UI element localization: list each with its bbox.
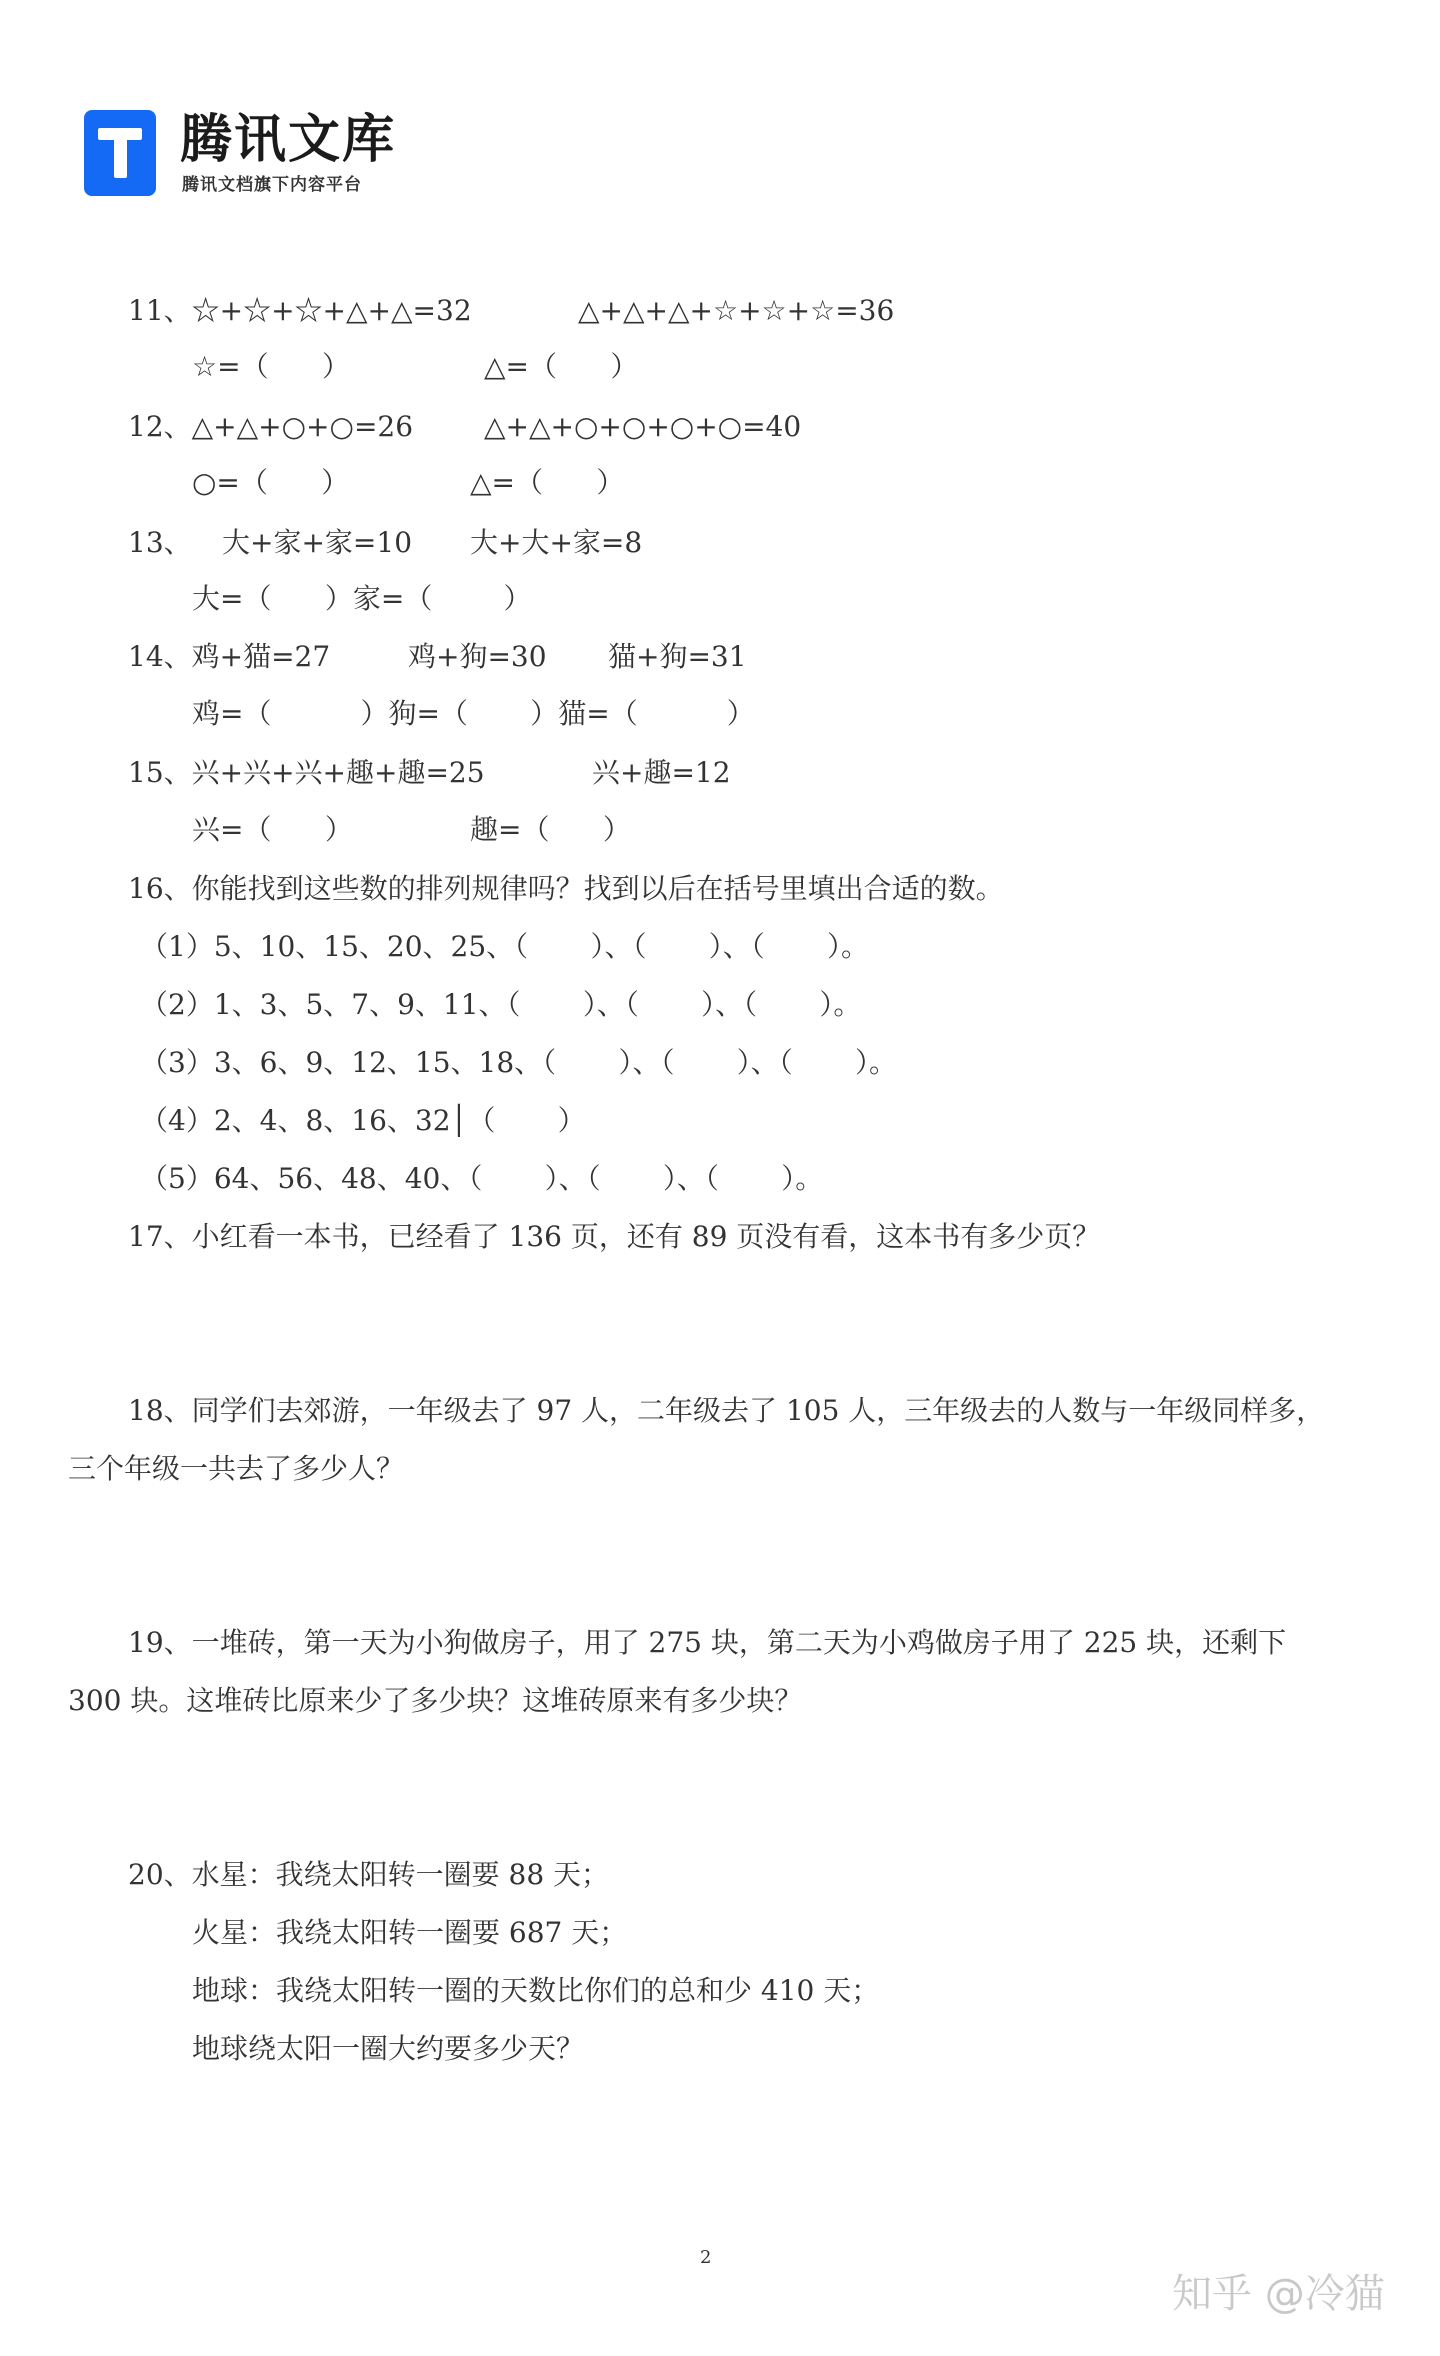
- q15-equation-1: 15、兴+兴+兴+趣+趣=25: [128, 756, 485, 789]
- q18-text-line-2: 三个年级一共去了多少人？: [68, 1452, 405, 1485]
- q17-text: 17、小红看一本书，已经看了 136 页，还有 89 页没有看，这本书有多少页？: [128, 1220, 1101, 1253]
- q13-equation-2: 大+大+家=8: [470, 526, 643, 559]
- q15-equation-2: 兴+趣=12: [592, 756, 731, 789]
- q12-answer-triangle: △=（ ）: [470, 466, 625, 499]
- logo-title: 腾讯文库: [180, 110, 397, 170]
- q16-sequence-2: （2）1、3、5、7、9、11、（ ）、（ ）、（ ）。: [140, 988, 862, 1021]
- q15-answer-qu: 趣=（ ）: [470, 813, 631, 846]
- q20-mars: 火星：我绕太阳转一圈要 687 天；: [192, 1916, 628, 1949]
- q19-text-line-1: 19、一堆砖，第一天为小狗做房子，用了 275 块，第二天为小鸡做房子用了 225 块，还剩下: [128, 1626, 1287, 1659]
- tencent-wenku-logo-icon: [84, 110, 156, 196]
- q14-answers: 鸡=（ ）狗=（ ）猫=（ ）: [192, 697, 755, 730]
- q19-text-line-2: 300 块。这堆砖比原来少了多少块？这堆砖原来有多少块？: [68, 1684, 803, 1717]
- tencent-wenku-logo[interactable]: [84, 108, 404, 198]
- logo-subtitle: 腾讯文档旗下内容平台: [182, 175, 362, 195]
- page-number: 2: [700, 2247, 712, 2268]
- zhihu-watermark: 知乎 @冷猫: [1172, 2271, 1385, 2317]
- q13-equation-1: 大+家+家=10: [222, 526, 413, 559]
- q14-equation-1: 14、鸡+猫=27: [128, 640, 331, 673]
- q12-answer-circle: ○=（ ）: [192, 466, 350, 499]
- q20-mercury: 20、水星：我绕太阳转一圈要 88 天；: [128, 1858, 610, 1891]
- q11-equation-2: △+△+△+☆+☆+☆=36: [578, 294, 895, 327]
- q16-sequence-4: （4）2、4、8、16、32│（ ）: [140, 1104, 586, 1137]
- q14-equation-2: 鸡+狗=30: [408, 640, 547, 673]
- q16-sequence-1: （1）5、10、15、20、25、（ ）、（ ）、（ ）。: [140, 930, 870, 963]
- q12-equation-2: △+△+○+○+○+○=40: [484, 410, 802, 443]
- q11-equation-1: 11、☆+☆+☆+△+△=32: [128, 294, 472, 327]
- q16-sequence-5: （5）64、56、48、40、（ ）、（ ）、（ ）。: [140, 1162, 824, 1195]
- q20-question: 地球绕太阳一圈大约要多少天？: [192, 2032, 585, 2065]
- q11-answer-star: ☆=（ ）: [192, 350, 350, 383]
- q13-answers: 大=（ ）家=（ ）: [192, 582, 532, 615]
- q14-equation-3: 猫+狗=31: [608, 640, 747, 673]
- q18-text-line-1: 18、同学们去郊游，一年级去了 97 人，二年级去了 105 人，三年级去的人数与一年级同样多，: [128, 1394, 1325, 1427]
- q15-answer-xing: 兴=（ ）: [192, 813, 353, 846]
- q12-equation-1: 12、△+△+○+○=26: [128, 410, 414, 443]
- q16-sequence-3: （3）3、6、9、12、15、18、（ ）、（ ）、（ ）。: [140, 1046, 898, 1079]
- q13-number: 13、: [128, 526, 192, 559]
- q20-earth: 地球：我绕太阳转一圈的天数比你们的总和少 410 天；: [192, 1974, 880, 2007]
- q16-prompt: 16、你能找到这些数的排列规律吗？找到以后在括号里填出合适的数。: [128, 872, 1004, 905]
- q11-answer-triangle: △=（ ）: [484, 350, 639, 383]
